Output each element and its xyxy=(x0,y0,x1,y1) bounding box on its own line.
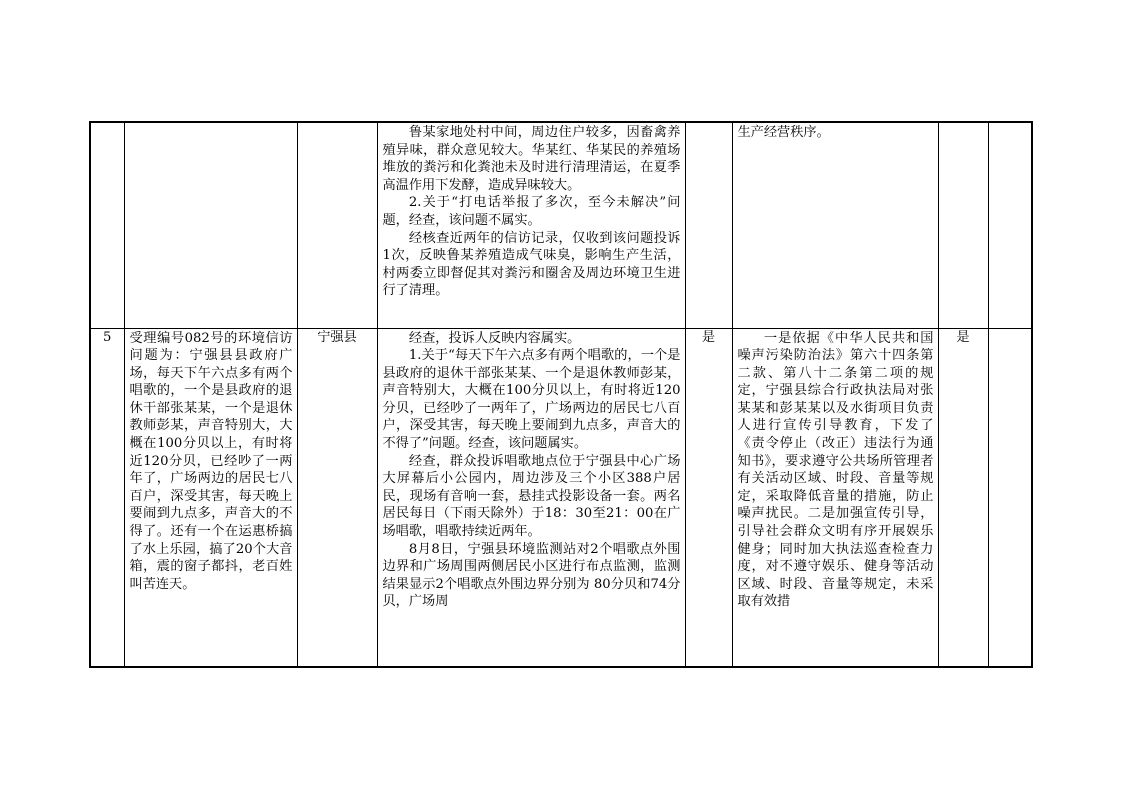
findings-paragraph: 8月8日，宁强县环境监测站对2个唱歌点外围边界和广场周围两侧居民小区进行布点监测，监测结果显示2个唱歌点外围边界分别为 80分贝和74分贝，广场周 xyxy=(382,541,681,610)
issue-cell xyxy=(124,122,297,328)
findings-paragraph: 经核查近两年的信访记录，仅收到该问题投诉1次，反映鲁某养殖造成气味臭，影响生产生活，村两委立即督促其对粪污和圈舍及周边环境卫生进行了清理。 xyxy=(382,230,681,299)
measures-paragraph: 一是依据《中华人民共和国噪声污染防治法》第六十四条第二款、第八十二条第二项的规定，宁强县综合行政执法局对张某某和彭某某以及水街项目负责人进行宣传引导教育，下发了《责令停止（改正）违法行为通知书》，要求遵守公共场所管理者有关活动区域、时段、音量等规定，采取降低音量的措施，防止噪声扰民。二是加强宣传引导，引导社会群众文明有序开展娱乐健身；同时加大执法巡查检查力度，对不遵守娱乐、健身等活动区域、时段、音量等规定，未采取有效措 xyxy=(737,330,934,610)
findings-cell xyxy=(377,122,685,328)
verified-cell: 是 xyxy=(685,328,732,667)
verified-cell xyxy=(685,122,732,328)
table-row xyxy=(90,122,1032,328)
findings-paragraph: 鲁某家地处村中间，周边住户较多，因畜禽养殖异味，群众意见较大。华某红、华某民的养殖场堆放的粪污和化粪池未及时进行清理清运，在夏季高温作用下发酵，造成异味较大。 xyxy=(382,125,681,193)
measures-cell xyxy=(732,122,938,328)
table-row xyxy=(90,328,1032,667)
findings-paragraph: 2.关于“打电话举报了多次，至今未解决”问题，经查，该问题不属实。 xyxy=(382,195,681,228)
extra-cell xyxy=(988,122,1032,328)
complaint-table xyxy=(89,121,1033,668)
findings-cell xyxy=(377,328,685,667)
county-cell xyxy=(297,122,377,328)
completed-cell xyxy=(938,122,988,328)
issue-text: 受理编号082号的环境信访问题为：宁强县县政府广场，每天下午六点多有两个唱歌的，一个是县政府的退休干部张某某，一个是退休教师彭某，声音特别大，大概在100分贝以上，有时将近120分贝，已经吵了一两年了，广场两边的居民七八百户，深受其害，每天晚上要闹到九点多，声音大的不得了。还有一个在运惠桥搞了水上乐园，搞了20个大音箱，震的窗子都抖，老百姓叫苦连天。 xyxy=(129,330,293,592)
issue-text xyxy=(125,123,297,124)
measures-cell xyxy=(732,328,938,667)
seq-cell: 5 xyxy=(90,328,124,667)
county-cell: 宁强县 xyxy=(297,328,377,667)
findings-paragraph: 经查，投诉人反映内容属实。 xyxy=(408,330,581,346)
seq-cell xyxy=(90,122,124,328)
findings-paragraph: 1.关于“每天下午六点多有两个唱歌的，一个是县政府的退休干部张某某、一个是退休教师彭某，声音特别大，大概在100分贝以上，有时将近120分贝，已经吵了一两年了，广场两边的居民七八百户，深受其害，每天晚上要闹到九点多，声音大的不得了”问题。经查，该问题属实。 xyxy=(382,348,681,452)
completed-cell: 是 xyxy=(938,328,988,667)
measures-paragraph: 生产经营秩序。 xyxy=(737,125,830,140)
findings-paragraph: 经查，群众投诉唱歌地点位于宁强县中心广场大屏幕后小公园内，周边涉及三个小区388户居民，现场有音响一套，悬挂式投影设备一套。两名居民每日（下雨天除外）于18：30至21：00在广场唱歌，唱歌持续近两年。 xyxy=(382,453,681,540)
issue-cell xyxy=(124,328,297,667)
extra-cell xyxy=(988,328,1032,667)
